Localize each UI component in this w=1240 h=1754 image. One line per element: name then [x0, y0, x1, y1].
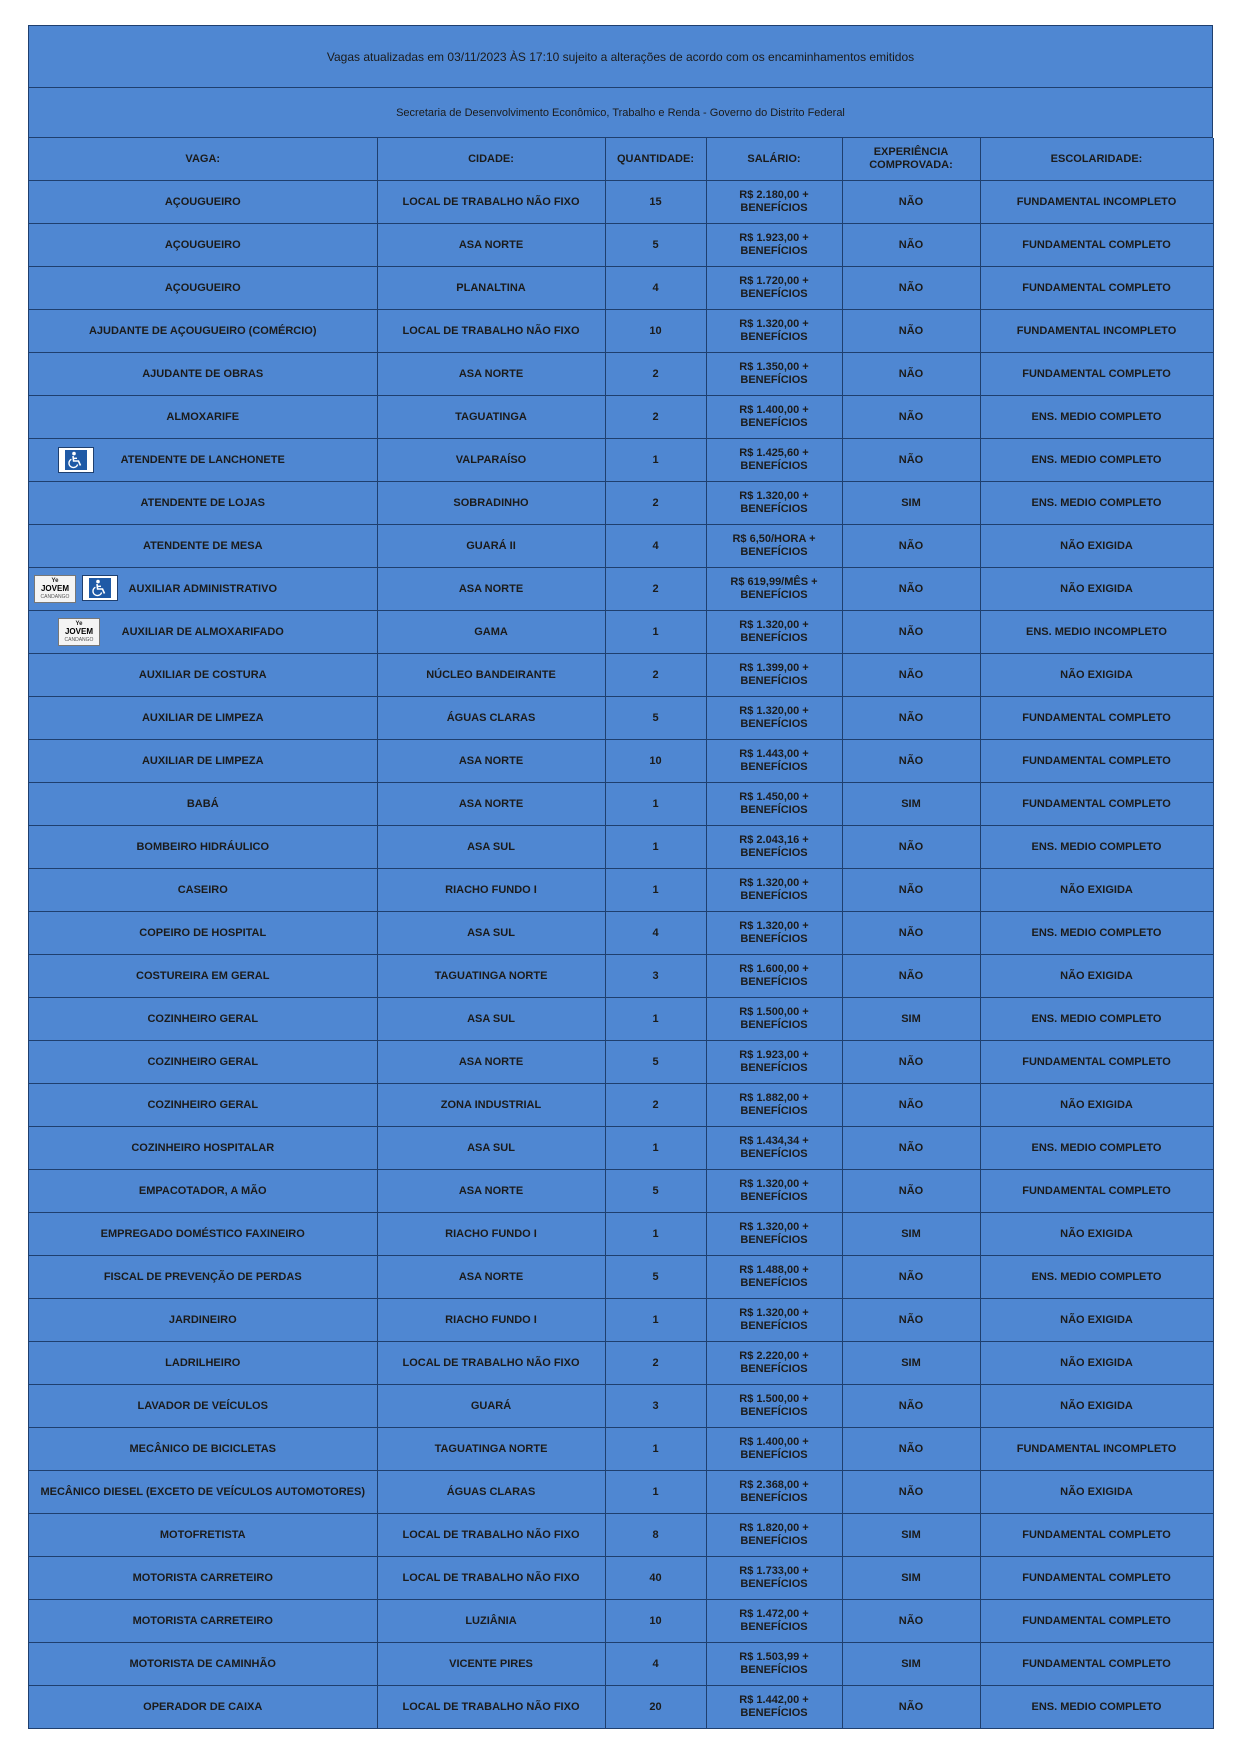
cell-cidade: TAGUATINGA NORTE	[377, 1428, 605, 1471]
cell-salario: R$ 2.368,00 + BENEFÍCIOS	[706, 1471, 842, 1514]
cell-cidade: GAMA	[377, 611, 605, 654]
program-badges	[58, 447, 94, 473]
cell-experiencia: SIM	[842, 1213, 980, 1256]
cell-vaga: AÇOUGUEIRO	[29, 181, 377, 224]
cell-experiencia: NÃO	[842, 1385, 980, 1428]
cell-vaga: ATENDENTE DE MESA	[29, 525, 377, 568]
cell-salario: R$ 1.320,00 + BENEFÍCIOS	[706, 869, 842, 912]
cell-experiencia: NÃO	[842, 224, 980, 267]
cell-experiencia: NÃO	[842, 1127, 980, 1170]
cell-cidade: TAGUATINGA NORTE	[377, 955, 605, 998]
cell-cidade: RIACHO FUNDO I	[377, 869, 605, 912]
cell-quantidade: 20	[605, 1686, 706, 1729]
cell-escolaridade: FUNDAMENTAL COMPLETO	[980, 267, 1213, 310]
cell-cidade: ÁGUAS CLARAS	[377, 1471, 605, 1514]
cell-cidade: LOCAL DE TRABALHO NÃO FIXO	[377, 1514, 605, 1557]
cell-quantidade: 2	[605, 654, 706, 697]
cell-cidade: ASA NORTE	[377, 1170, 605, 1213]
cell-experiencia: SIM	[842, 783, 980, 826]
table-row	[29, 1342, 1213, 1385]
table-row	[29, 1127, 1213, 1170]
table-row	[29, 654, 1213, 697]
cell-salario: R$ 619,99/MÊS + BENEFÍCIOS	[706, 568, 842, 611]
cell-vaga: COSTUREIRA EM GERAL	[29, 955, 377, 998]
program-badges	[58, 618, 100, 646]
cell-vaga: AJUDANTE DE OBRAS	[29, 353, 377, 396]
cell-experiencia: NÃO	[842, 568, 980, 611]
cell-experiencia: NÃO	[842, 310, 980, 353]
cell-experiencia: SIM	[842, 998, 980, 1041]
cell-escolaridade: ENS. MEDIO COMPLETO	[980, 1127, 1213, 1170]
cell-experiencia: NÃO	[842, 181, 980, 224]
jovem-logo-sub: CANDANGO	[40, 594, 70, 600]
vacancies-table	[29, 138, 1214, 1729]
cell-quantidade: 1	[605, 869, 706, 912]
cell-salario: R$ 2.180,00 + BENEFÍCIOS	[706, 181, 842, 224]
cell-escolaridade: NÃO EXIGIDA	[980, 525, 1213, 568]
cell-cidade: LUZIÂNIA	[377, 1600, 605, 1643]
cell-salario: R$ 1.425,60 + BENEFÍCIOS	[706, 439, 842, 482]
cell-quantidade: 2	[605, 1084, 706, 1127]
cell-cidade: ASA SUL	[377, 912, 605, 955]
update-notice-title: Vagas atualizadas em 03/11/2023 ÀS 17:10 sujeito a alterações de acordo com os encaminhamentos emitidos	[326, 49, 915, 64]
table-row	[29, 353, 1213, 396]
cell-experiencia: NÃO	[842, 697, 980, 740]
cell-vaga: FISCAL DE PREVENÇÃO DE PERDAS	[29, 1256, 377, 1299]
cell-quantidade: 2	[605, 482, 706, 525]
cell-experiencia: NÃO	[842, 654, 980, 697]
cell-salario: R$ 2.220,00 + BENEFÍCIOS	[706, 1342, 842, 1385]
cell-escolaridade: FUNDAMENTAL INCOMPLETO	[980, 1428, 1213, 1471]
cell-escolaridade: FUNDAMENTAL COMPLETO	[980, 1041, 1213, 1084]
cell-vaga: AUXILIAR DE LIMPEZA	[29, 697, 377, 740]
cell-experiencia: NÃO	[842, 1041, 980, 1084]
table-row	[29, 783, 1213, 826]
cell-quantidade: 5	[605, 1170, 706, 1213]
cell-escolaridade: FUNDAMENTAL COMPLETO	[980, 783, 1213, 826]
cell-cidade: LOCAL DE TRABALHO NÃO FIXO	[377, 1342, 605, 1385]
table-row	[29, 740, 1213, 783]
cell-cidade: ASA NORTE	[377, 1256, 605, 1299]
cell-vaga: AJUDANTE DE AÇOUGUEIRO (COMÉRCIO)	[29, 310, 377, 353]
cell-escolaridade: FUNDAMENTAL INCOMPLETO	[980, 181, 1213, 224]
cell-vaga: EMPREGADO DOMÉSTICO FAXINEIRO	[29, 1213, 377, 1256]
cell-cidade: GUARÁ II	[377, 525, 605, 568]
cell-cidade: LOCAL DE TRABALHO NÃO FIXO	[377, 1557, 605, 1600]
cell-cidade: LOCAL DE TRABALHO NÃO FIXO	[377, 310, 605, 353]
table-row	[29, 1600, 1213, 1643]
cell-escolaridade: NÃO EXIGIDA	[980, 869, 1213, 912]
jovem-candango-logo	[34, 575, 76, 603]
cell-quantidade: 15	[605, 181, 706, 224]
jovem-logo-main: JOVEM	[40, 584, 69, 593]
cell-salario: R$ 1.923,00 + BENEFÍCIOS	[706, 224, 842, 267]
table-row	[29, 611, 1213, 654]
cell-cidade: ASA NORTE	[377, 224, 605, 267]
cell-salario: R$ 1.443,00 + BENEFÍCIOS	[706, 740, 842, 783]
cell-salario: R$ 1.320,00 + BENEFÍCIOS	[706, 482, 842, 525]
table-row	[29, 1557, 1213, 1600]
cell-quantidade: 2	[605, 396, 706, 439]
cell-cidade: LOCAL DE TRABALHO NÃO FIXO	[377, 1686, 605, 1729]
cell-salario: R$ 1.720,00 + BENEFÍCIOS	[706, 267, 842, 310]
cell-cidade: VALPARAÍSO	[377, 439, 605, 482]
cell-quantidade: 2	[605, 1342, 706, 1385]
cell-salario: R$ 1.350,00 + BENEFÍCIOS	[706, 353, 842, 396]
table-row	[29, 568, 1213, 611]
cell-cidade: ASA SUL	[377, 998, 605, 1041]
cell-escolaridade: ENS. MEDIO INCOMPLETO	[980, 611, 1213, 654]
cell-quantidade: 3	[605, 1385, 706, 1428]
cell-experiencia: NÃO	[842, 1471, 980, 1514]
cell-quantidade: 1	[605, 611, 706, 654]
cell-salario: R$ 1.500,00 + BENEFÍCIOS	[706, 1385, 842, 1428]
cell-salario: R$ 1.320,00 + BENEFÍCIOS	[706, 1213, 842, 1256]
cell-salario: R$ 1.442,00 + BENEFÍCIOS	[706, 1686, 842, 1729]
table-row	[29, 439, 1213, 482]
cell-quantidade: 10	[605, 310, 706, 353]
cell-salario: R$ 1.434,34 + BENEFÍCIOS	[706, 1127, 842, 1170]
wheelchair-accessibility-icon	[58, 447, 94, 473]
cell-cidade: RIACHO FUNDO I	[377, 1299, 605, 1342]
cell-cidade: ASA SUL	[377, 826, 605, 869]
cell-cidade: RIACHO FUNDO I	[377, 1213, 605, 1256]
cell-experiencia: NÃO	[842, 1299, 980, 1342]
cell-escolaridade: FUNDAMENTAL INCOMPLETO	[980, 310, 1213, 353]
secretariat-banner	[29, 88, 1213, 138]
update-notice-banner	[29, 26, 1213, 88]
jovem-logo-main: JOVEM	[64, 627, 93, 636]
cell-experiencia: NÃO	[842, 740, 980, 783]
table-row	[29, 482, 1213, 525]
cell-escolaridade: NÃO EXIGIDA	[980, 1213, 1213, 1256]
cell-cidade: NÚCLEO BANDEIRANTE	[377, 654, 605, 697]
cell-vaga: MOTOFRETISTA	[29, 1514, 377, 1557]
cell-experiencia: NÃO	[842, 1084, 980, 1127]
cell-vaga: MOTORISTA CARRETEIRO	[29, 1557, 377, 1600]
cell-quantidade: 4	[605, 1643, 706, 1686]
cell-escolaridade: ENS. MEDIO COMPLETO	[980, 826, 1213, 869]
cell-vaga: CASEIRO	[29, 869, 377, 912]
cell-experiencia: SIM	[842, 1557, 980, 1600]
cell-salario: R$ 1.472,00 + BENEFÍCIOS	[706, 1600, 842, 1643]
cell-quantidade: 5	[605, 1041, 706, 1084]
cell-quantidade: 3	[605, 955, 706, 998]
cell-cidade: ASA NORTE	[377, 353, 605, 396]
cell-salario: R$ 2.043,16 + BENEFÍCIOS	[706, 826, 842, 869]
secretariat-subtitle: Secretaria de Desenvolvimento Econômico, Trabalho e Renda - Governo do Distrito Federal	[396, 106, 845, 119]
cell-cidade: GUARÁ	[377, 1385, 605, 1428]
table-row	[29, 869, 1213, 912]
cell-cidade: VICENTE PIRES	[377, 1643, 605, 1686]
cell-cidade: SOBRADINHO	[377, 482, 605, 525]
cell-experiencia: NÃO	[842, 1256, 980, 1299]
cell-salario: R$ 1.320,00 + BENEFÍCIOS	[706, 310, 842, 353]
cell-experiencia: SIM	[842, 482, 980, 525]
cell-vaga: BOMBEIRO HIDRÁULICO	[29, 826, 377, 869]
cell-salario: R$ 1.733,00 + BENEFÍCIOS	[706, 1557, 842, 1600]
cell-vaga: AÇOUGUEIRO	[29, 224, 377, 267]
cell-vaga: ALMOXARIFE	[29, 396, 377, 439]
cell-cidade: TAGUATINGA	[377, 396, 605, 439]
table-row	[29, 224, 1213, 267]
cell-vaga: COZINHEIRO GERAL	[29, 1041, 377, 1084]
cell-vaga: MOTORISTA CARRETEIRO	[29, 1600, 377, 1643]
cell-quantidade: 1	[605, 1213, 706, 1256]
cell-experiencia: NÃO	[842, 1600, 980, 1643]
cell-cidade: LOCAL DE TRABALHO NÃO FIXO	[377, 181, 605, 224]
cell-salario: R$ 1.399,00 + BENEFÍCIOS	[706, 654, 842, 697]
table-row	[29, 955, 1213, 998]
cell-escolaridade: FUNDAMENTAL COMPLETO	[980, 353, 1213, 396]
cell-experiencia: NÃO	[842, 1170, 980, 1213]
table-row	[29, 1041, 1213, 1084]
cell-salario: R$ 1.923,00 + BENEFÍCIOS	[706, 1041, 842, 1084]
cell-escolaridade: ENS. MEDIO COMPLETO	[980, 396, 1213, 439]
column-header-cidade: CIDADE:	[377, 138, 605, 181]
table-row	[29, 1686, 1213, 1729]
cell-vaga: AUXILIAR ADMINISTRATIVO Ye JOVEM CANDANGO	[29, 568, 377, 611]
cell-quantidade: 4	[605, 525, 706, 568]
cell-escolaridade: NÃO EXIGIDA	[980, 654, 1213, 697]
cell-escolaridade: FUNDAMENTAL COMPLETO	[980, 1600, 1213, 1643]
cell-quantidade: 1	[605, 1428, 706, 1471]
cell-quantidade: 5	[605, 224, 706, 267]
cell-vaga: BABÁ	[29, 783, 377, 826]
cell-experiencia: NÃO	[842, 439, 980, 482]
cell-salario: R$ 1.820,00 + BENEFÍCIOS	[706, 1514, 842, 1557]
cell-quantidade: 4	[605, 912, 706, 955]
cell-escolaridade: NÃO EXIGIDA	[980, 955, 1213, 998]
cell-escolaridade: FUNDAMENTAL COMPLETO	[980, 1170, 1213, 1213]
table-row	[29, 1428, 1213, 1471]
table-row	[29, 1471, 1213, 1514]
cell-salario: R$ 1.320,00 + BENEFÍCIOS	[706, 1170, 842, 1213]
table-row	[29, 1084, 1213, 1127]
cell-vaga: AUXILIAR DE ALMOXARIFADO Ye JOVEM CANDANGO	[29, 611, 377, 654]
cell-quantidade: 1	[605, 439, 706, 482]
cell-salario: R$ 1.400,00 + BENEFÍCIOS	[706, 396, 842, 439]
cell-salario: R$ 1.320,00 + BENEFÍCIOS	[706, 1299, 842, 1342]
cell-quantidade: 2	[605, 353, 706, 396]
cell-vaga: EMPACOTADOR, A MÃO	[29, 1170, 377, 1213]
table-row	[29, 697, 1213, 740]
cell-vaga: ATENDENTE DE LOJAS	[29, 482, 377, 525]
cell-experiencia: SIM	[842, 1342, 980, 1385]
cell-vaga: LAVADOR DE VEÍCULOS	[29, 1385, 377, 1428]
cell-salario: R$ 1.320,00 + BENEFÍCIOS	[706, 912, 842, 955]
cell-salario: R$ 1.320,00 + BENEFÍCIOS	[706, 611, 842, 654]
cell-experiencia: NÃO	[842, 912, 980, 955]
cell-escolaridade: FUNDAMENTAL COMPLETO	[980, 1514, 1213, 1557]
cell-quantidade: 1	[605, 1471, 706, 1514]
cell-salario: R$ 6,50/HORA + BENEFÍCIOS	[706, 525, 842, 568]
cell-salario: R$ 1.450,00 + BENEFÍCIOS	[706, 783, 842, 826]
cell-vaga: LADRILHEIRO	[29, 1342, 377, 1385]
table-row	[29, 1299, 1213, 1342]
cell-experiencia: SIM	[842, 1514, 980, 1557]
cell-quantidade: 1	[605, 1299, 706, 1342]
table-row	[29, 1256, 1213, 1299]
table-row	[29, 181, 1213, 224]
cell-quantidade: 1	[605, 826, 706, 869]
table-row	[29, 1514, 1213, 1557]
column-header-experiencia: EXPERIÊNCIA COMPROVADA:	[842, 138, 980, 181]
cell-quantidade: 5	[605, 1256, 706, 1299]
cell-experiencia: NÃO	[842, 525, 980, 568]
cell-quantidade: 40	[605, 1557, 706, 1600]
cell-escolaridade: NÃO EXIGIDA	[980, 1385, 1213, 1428]
cell-experiencia: NÃO	[842, 826, 980, 869]
cell-vaga: OPERADOR DE CAIXA	[29, 1686, 377, 1729]
cell-experiencia: NÃO	[842, 1686, 980, 1729]
cell-cidade: ASA NORTE	[377, 740, 605, 783]
cell-cidade: PLANALTINA	[377, 267, 605, 310]
cell-salario: R$ 1.600,00 + BENEFÍCIOS	[706, 955, 842, 998]
cell-vaga: MECÂNICO DE BICICLETAS	[29, 1428, 377, 1471]
cell-escolaridade: FUNDAMENTAL COMPLETO	[980, 697, 1213, 740]
jovem-logo-top: Ye	[51, 578, 59, 584]
cell-vaga: MECÂNICO DIESEL (EXCETO DE VEÍCULOS AUTOMOTORES)	[29, 1471, 377, 1514]
jovem-logo-top: Ye	[75, 621, 83, 627]
cell-salario: R$ 1.320,00 + BENEFÍCIOS	[706, 697, 842, 740]
cell-experiencia: NÃO	[842, 353, 980, 396]
cell-escolaridade: FUNDAMENTAL COMPLETO	[980, 1557, 1213, 1600]
cell-cidade: ASA NORTE	[377, 783, 605, 826]
table-row	[29, 1643, 1213, 1686]
program-badges	[34, 575, 118, 603]
cell-quantidade: 1	[605, 1127, 706, 1170]
job-listing-sheet	[28, 25, 1213, 1729]
cell-experiencia: NÃO	[842, 267, 980, 310]
cell-escolaridade: NÃO EXIGIDA	[980, 1342, 1213, 1385]
cell-quantidade: 1	[605, 783, 706, 826]
cell-vaga: AUXILIAR DE LIMPEZA	[29, 740, 377, 783]
cell-escolaridade: NÃO EXIGIDA	[980, 568, 1213, 611]
cell-escolaridade: ENS. MEDIO COMPLETO	[980, 1686, 1213, 1729]
table-row	[29, 1170, 1213, 1213]
table-row	[29, 396, 1213, 439]
cell-salario: R$ 1.500,00 + BENEFÍCIOS	[706, 998, 842, 1041]
column-header-vaga: VAGA:	[29, 138, 377, 181]
cell-vaga: AÇOUGUEIRO	[29, 267, 377, 310]
jovem-candango-logo	[58, 618, 100, 646]
cell-experiencia: NÃO	[842, 611, 980, 654]
cell-escolaridade: NÃO EXIGIDA	[980, 1471, 1213, 1514]
cell-cidade: ASA NORTE	[377, 1041, 605, 1084]
cell-quantidade: 10	[605, 740, 706, 783]
cell-escolaridade: ENS. MEDIO COMPLETO	[980, 439, 1213, 482]
wheelchair-accessibility-icon	[82, 575, 118, 601]
cell-vaga: JARDINEIRO	[29, 1299, 377, 1342]
cell-vaga: COZINHEIRO GERAL	[29, 1084, 377, 1127]
cell-cidade: ASA NORTE	[377, 568, 605, 611]
table-header-row	[29, 138, 1213, 181]
cell-escolaridade: NÃO EXIGIDA	[980, 1084, 1213, 1127]
cell-quantidade: 4	[605, 267, 706, 310]
cell-experiencia: NÃO	[842, 396, 980, 439]
table-row	[29, 1385, 1213, 1428]
vacancies-table-body	[29, 181, 1213, 1729]
table-row	[29, 267, 1213, 310]
cell-quantidade: 5	[605, 697, 706, 740]
cell-vaga: ATENDENTE DE LANCHONETE	[29, 439, 377, 482]
column-header-quantidade: QUANTIDADE:	[605, 138, 706, 181]
table-row	[29, 1213, 1213, 1256]
cell-quantidade: 8	[605, 1514, 706, 1557]
cell-quantidade: 10	[605, 1600, 706, 1643]
cell-vaga: COZINHEIRO GERAL	[29, 998, 377, 1041]
table-row	[29, 525, 1213, 568]
cell-escolaridade: FUNDAMENTAL COMPLETO	[980, 1643, 1213, 1686]
cell-salario: R$ 1.882,00 + BENEFÍCIOS	[706, 1084, 842, 1127]
cell-cidade: ÁGUAS CLARAS	[377, 697, 605, 740]
cell-cidade: ZONA INDUSTRIAL	[377, 1084, 605, 1127]
cell-escolaridade: ENS. MEDIO COMPLETO	[980, 1256, 1213, 1299]
cell-experiencia: NÃO	[842, 869, 980, 912]
cell-vaga: MOTORISTA DE CAMINHÃO	[29, 1643, 377, 1686]
cell-experiencia: NÃO	[842, 1428, 980, 1471]
cell-escolaridade: ENS. MEDIO COMPLETO	[980, 912, 1213, 955]
jovem-logo-sub: CANDANGO	[64, 637, 94, 643]
cell-escolaridade: FUNDAMENTAL COMPLETO	[980, 224, 1213, 267]
cell-cidade: ASA SUL	[377, 1127, 605, 1170]
cell-vaga: AUXILIAR DE COSTURA	[29, 654, 377, 697]
cell-salario: R$ 1.400,00 + BENEFÍCIOS	[706, 1428, 842, 1471]
cell-escolaridade: NÃO EXIGIDA	[980, 1299, 1213, 1342]
cell-escolaridade: ENS. MEDIO COMPLETO	[980, 998, 1213, 1041]
cell-experiencia: SIM	[842, 1643, 980, 1686]
cell-escolaridade: FUNDAMENTAL COMPLETO	[980, 740, 1213, 783]
cell-salario: R$ 1.488,00 + BENEFÍCIOS	[706, 1256, 842, 1299]
cell-quantidade: 2	[605, 568, 706, 611]
table-row	[29, 912, 1213, 955]
cell-escolaridade: ENS. MEDIO COMPLETO	[980, 482, 1213, 525]
cell-vaga: COPEIRO DE HOSPITAL	[29, 912, 377, 955]
column-header-escolaridade: ESCOLARIDADE:	[980, 138, 1213, 181]
cell-salario: R$ 1.503,99 + BENEFÍCIOS	[706, 1643, 842, 1686]
table-row	[29, 998, 1213, 1041]
column-header-salario: SALÁRIO:	[706, 138, 842, 181]
cell-quantidade: 1	[605, 998, 706, 1041]
table-row	[29, 310, 1213, 353]
cell-experiencia: NÃO	[842, 955, 980, 998]
cell-vaga: COZINHEIRO HOSPITALAR	[29, 1127, 377, 1170]
table-row	[29, 826, 1213, 869]
